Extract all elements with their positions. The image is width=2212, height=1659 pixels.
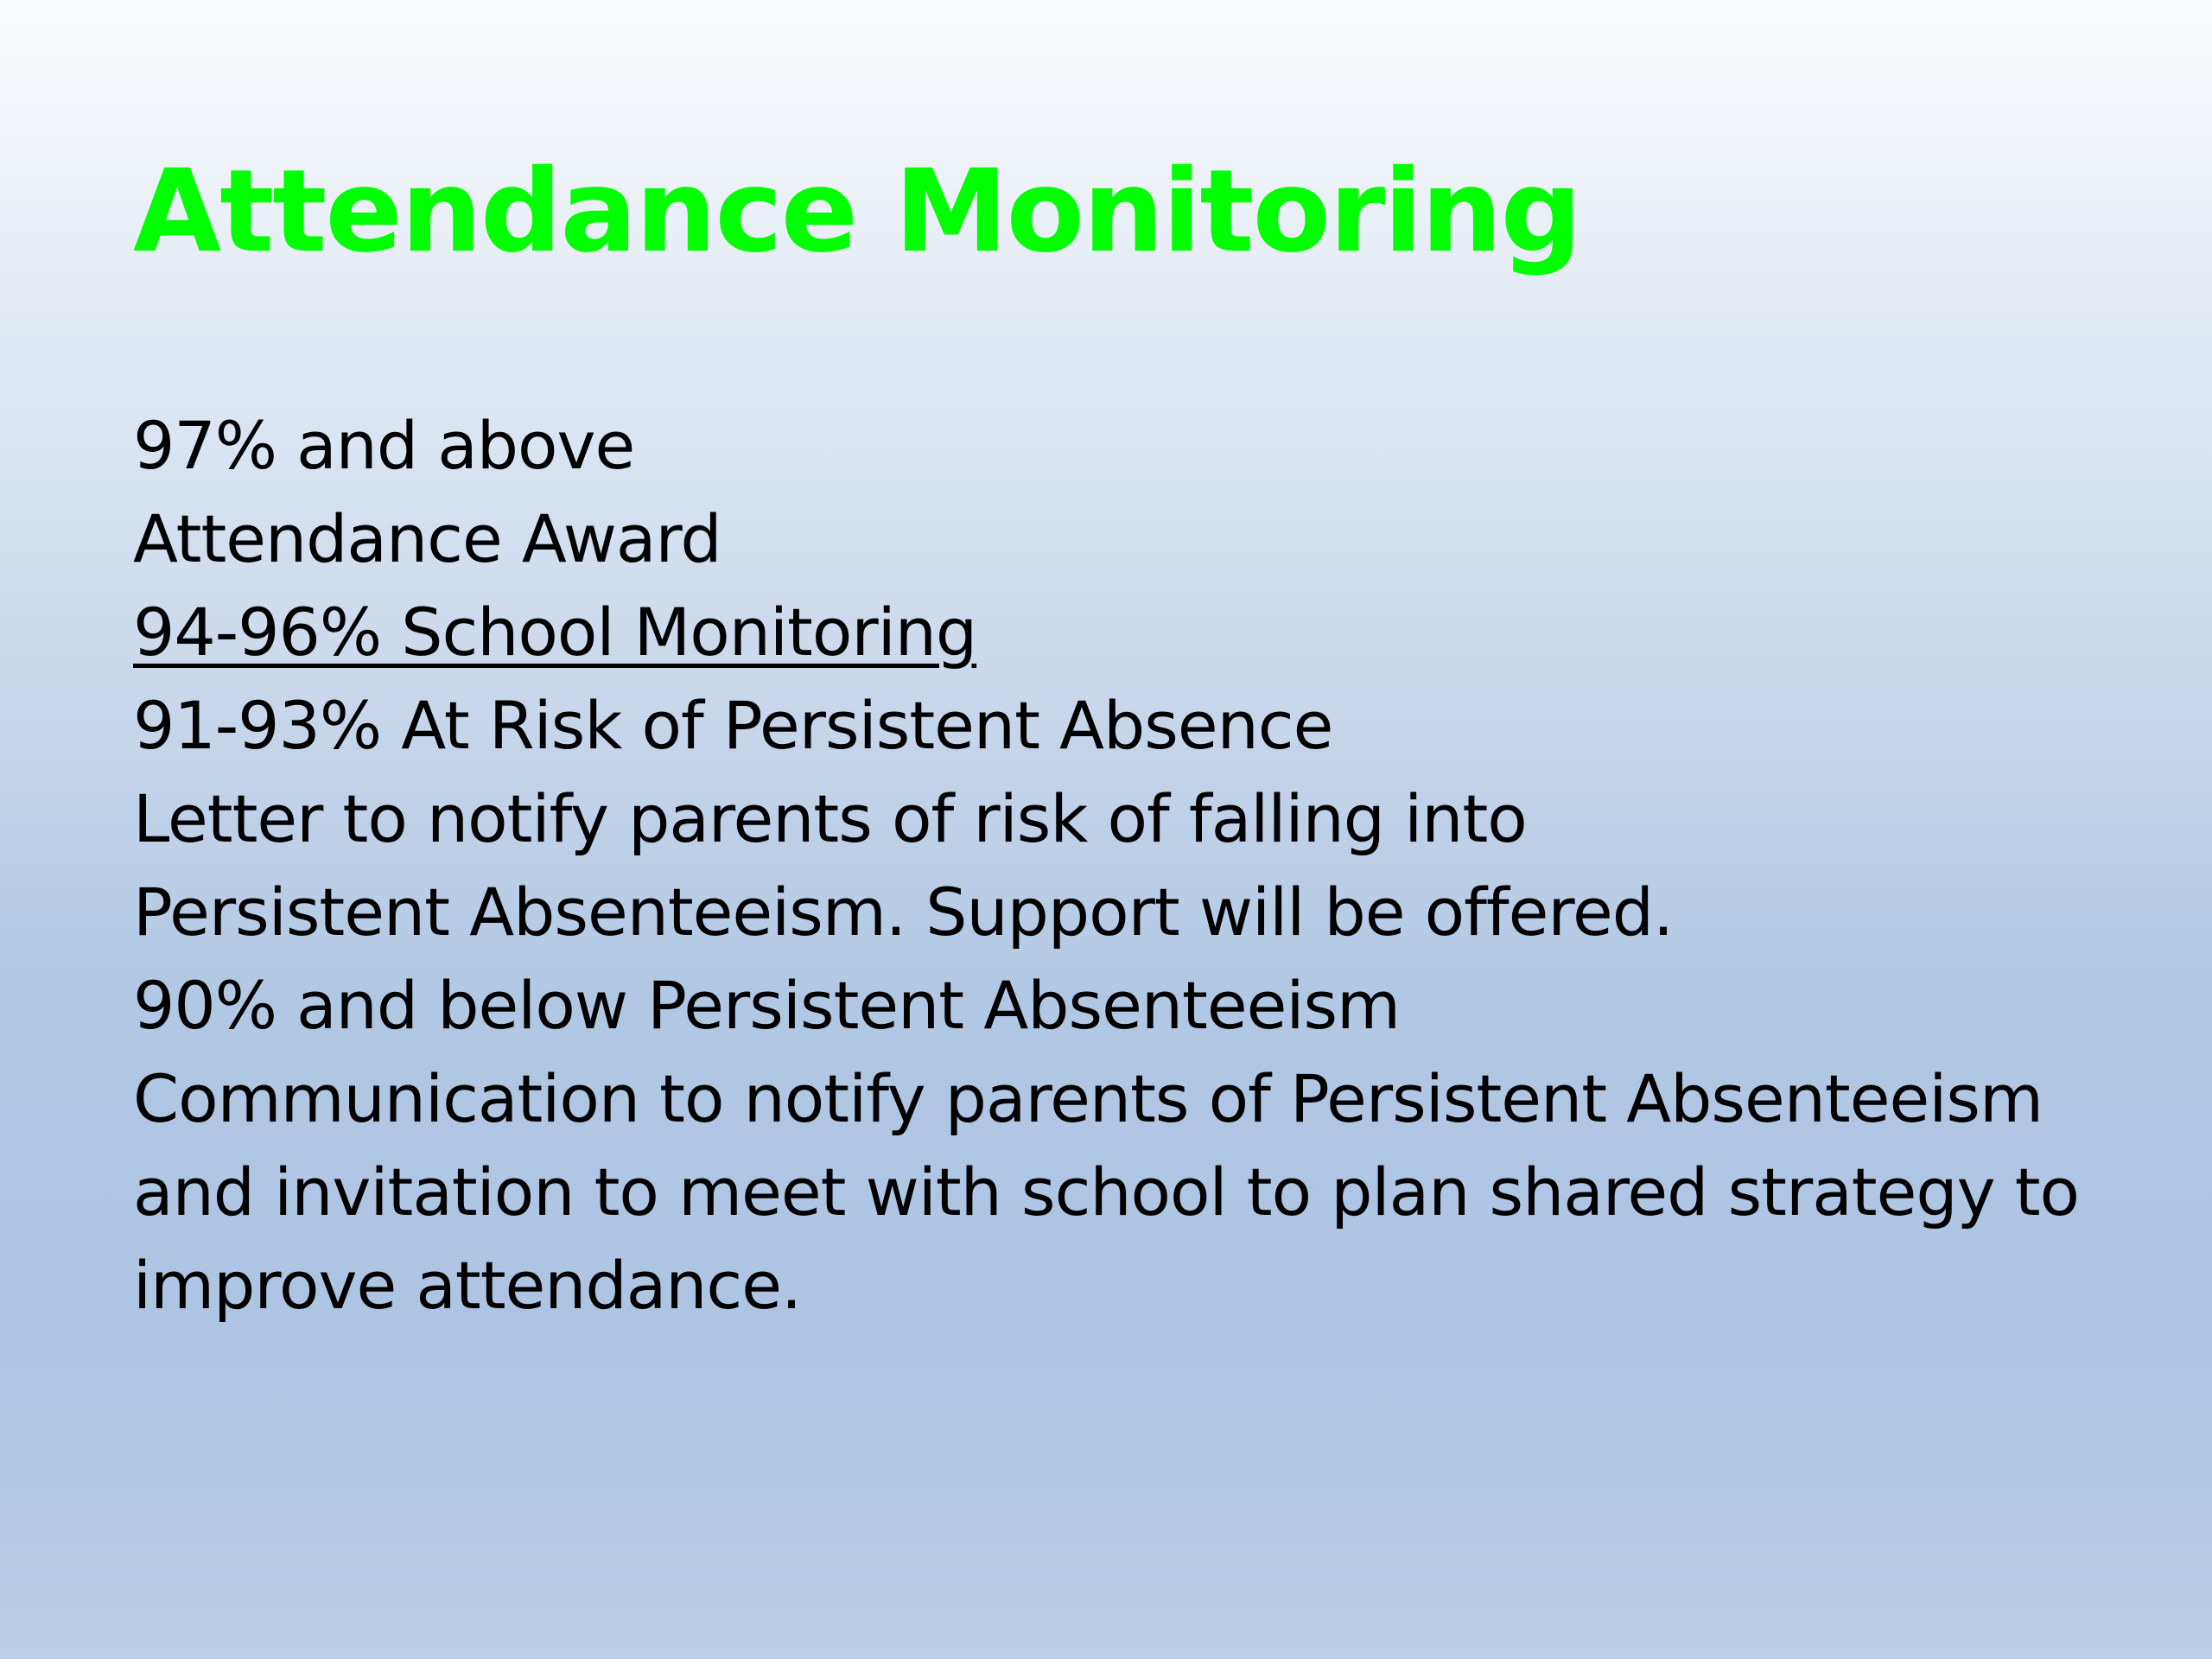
line-persistent-absenteeism: 90% and below Persistent Absenteeism (133, 967, 1401, 1044)
line-support-offered: Persistent Absenteeism. Support will be offered. (133, 874, 1674, 950)
line-school-monitoring (133, 586, 2120, 679)
line-attendance-award: Attendance Award (133, 500, 721, 577)
line-97-and-above: 97% and above (133, 407, 635, 484)
school-monitoring-underlined-text: 94-96% School Monitoring (133, 594, 977, 671)
line-improve-attendance: improve attendance. (133, 1247, 802, 1324)
line-invitation-meet: and invitation to meet with school to plan shared strategy to (133, 1154, 2080, 1230)
line-communication-notify: Communication to notify parents of Persistent Absenteeism (133, 1060, 2043, 1137)
slide-body (133, 399, 2120, 1332)
line-at-risk: 91-93% At Risk of Persistent Absence (133, 687, 1333, 764)
slide-title: Attendance Monitoring (133, 145, 1580, 278)
line-letter-notify: Letter to notify parents of risk of falling into (133, 780, 1527, 857)
